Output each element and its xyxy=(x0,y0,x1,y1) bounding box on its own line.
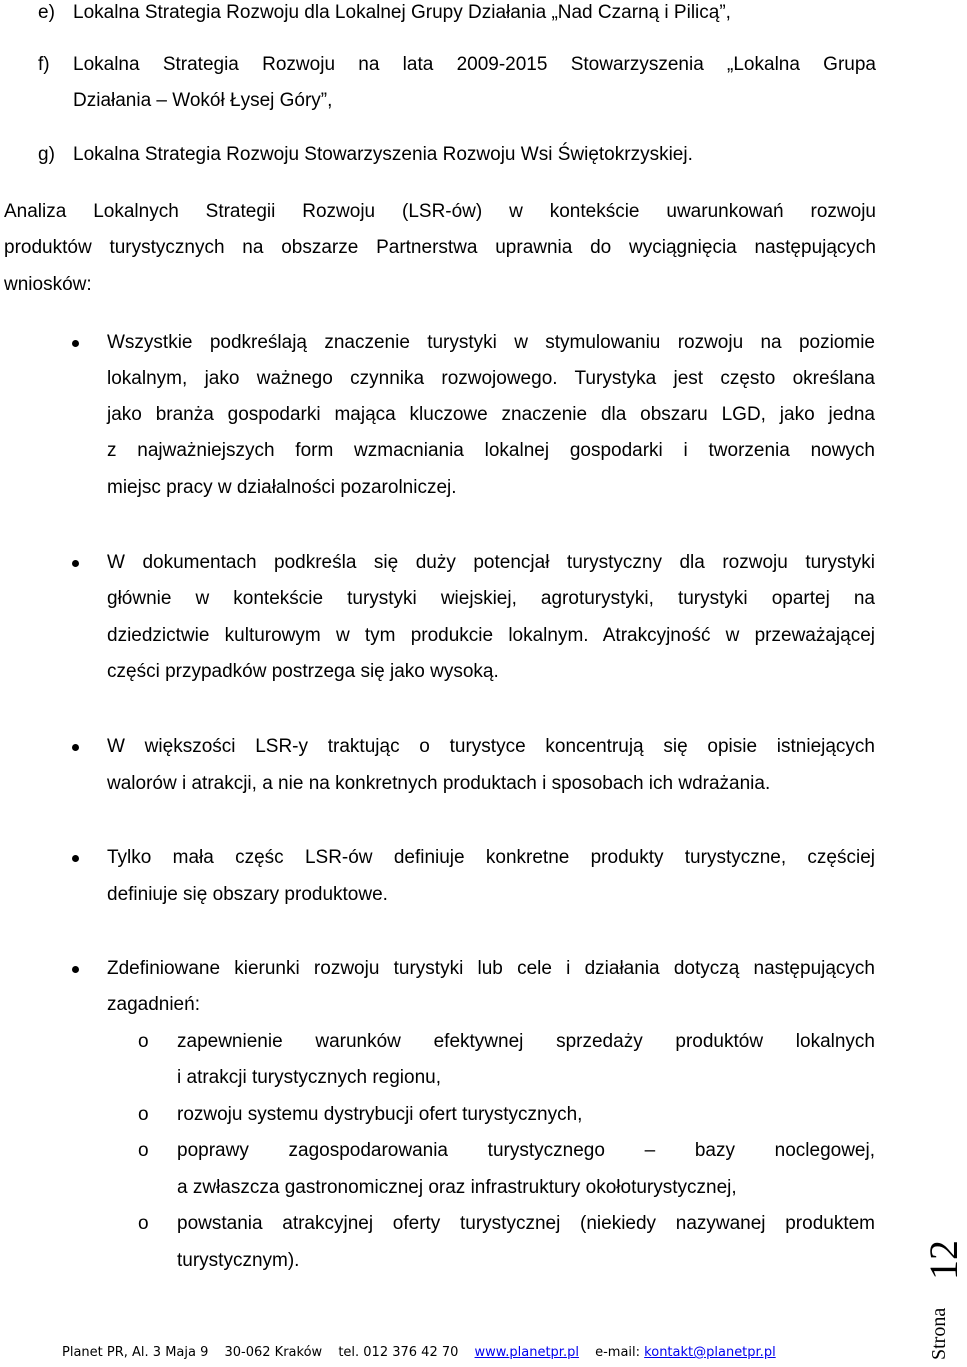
sub-list-marker: o xyxy=(138,1140,149,1161)
bullet-3-line-2: walorów i atrakcji, a nie na konkretnych produktach i sposobach ich wdrażania. xyxy=(107,773,771,794)
bullet-dot xyxy=(72,560,79,567)
bullet-2-line-2: głównie w kontekście turystyki wiejskiej, agroturystyki, turystyki opartej na xyxy=(107,588,875,609)
bullet-dot xyxy=(72,966,79,973)
bullet-1-line-5: miejsc pracy w działalności pozarolniczej. xyxy=(107,477,457,498)
sub-item-1-line-2: i atrakcji turystycznych regionu, xyxy=(177,1067,441,1088)
page-label: Strona xyxy=(928,1307,950,1360)
footer-email-label: e-mail: xyxy=(595,1345,641,1360)
bullet-4-line-1: Tylko mała częśc LSR-ów definiuje konkretne produkty turystyczne, częściej xyxy=(107,847,875,868)
page-number: 12 xyxy=(921,1240,966,1280)
sub-item-2-line-1: rozwoju systemu dystrybucji ofert turystycznych, xyxy=(177,1104,583,1125)
sub-item-3-line-2: a zwłaszcza gastronomicznej oraz infrastruktury okołoturystycznej, xyxy=(177,1177,737,1198)
intro-line-1: Analiza Lokalnych Strategii Rozwoju (LSR-ów) w kontekście uwarunkowań rozwoju xyxy=(4,201,876,222)
bullet-2-line-1: W dokumentach podkreśla się duży potencjał turystyczny dla rozwoju turystyki xyxy=(107,552,875,573)
list-marker-e: e) xyxy=(38,2,55,23)
bullet-1-line-3: jako branża gospodarki mająca kluczowe znaczenie dla obszaru LGD, jako jedna xyxy=(107,404,875,425)
list-item-f-line-1-text: Lokalna Strategia Rozwoju na lata 2009-2015 Stowarzyszenia „Lokalna Grupa xyxy=(73,54,876,75)
bullet-1-line-2: lokalnym, jako ważnego czynnika rozwojowego. Turystyka jest często określana xyxy=(107,368,875,389)
bullet-2-line-3: dziedzictwie kulturowym w tym produkcie lokalnym. Atrakcyjność w przeważającej xyxy=(107,625,875,646)
footer-tel: tel. 012 376 42 70 xyxy=(338,1345,459,1360)
sub-item-4-line-1: powstania atrakcyjnej oferty turystycznej (niekiedy nazywanej produktem xyxy=(177,1213,875,1234)
list-item-e-line-1: Lokalna Strategia Rozwoju dla Lokalnej Grupy Działania „Nad Czarną i Pilicą”, xyxy=(73,2,731,23)
page-number-block xyxy=(918,1230,966,1360)
sub-list-marker: o xyxy=(138,1213,149,1234)
bullet-dot xyxy=(72,855,79,862)
bullet-4-line-2: definiuje się obszary produktowe. xyxy=(107,884,388,905)
sub-item-4-line-2: turystycznym). xyxy=(177,1250,300,1271)
list-marker-g: g) xyxy=(38,144,55,165)
page-footer xyxy=(62,1346,776,1359)
list-item-f-line-2: Działania – Wokół Łysej Góry”, xyxy=(73,90,333,111)
list-item-g-line-1: Lokalna Strategia Rozwoju Stowarzyszenia Rozwoju Wsi Świętokrzyskiej. xyxy=(73,144,693,165)
bullet-5-line-2: zagadnień: xyxy=(107,994,200,1015)
intro-line-2: produktów turystycznych na obszarze Partnerstwa uprawnia do wyciągnięcia następujących xyxy=(4,237,876,258)
bullet-dot xyxy=(72,340,79,347)
bullet-dot xyxy=(72,744,79,751)
sub-list-marker: o xyxy=(138,1031,149,1052)
sub-item-1-line-1: zapewnienie warunków efektywnej sprzedaży produktów lokalnych xyxy=(177,1031,875,1052)
footer-address: 30-062 Kraków xyxy=(224,1345,323,1360)
bullet-1-line-4: z najważniejszych form wzmacniania lokalnej gospodarki i tworzenia nowych xyxy=(107,440,875,461)
bullet-2-line-4: części przypadków postrzega się jako wysoką. xyxy=(107,661,499,682)
footer-email-link[interactable]: kontakt@planetpr.pl xyxy=(644,1345,776,1360)
bullet-1-line-1: Wszystkie podkreślają znaczenie turystyki w stymulowaniu rozwoju na poziomie xyxy=(107,332,875,353)
sub-list-marker: o xyxy=(138,1104,149,1125)
footer-company: Planet PR, Al. 3 Maja 9 xyxy=(62,1345,209,1360)
intro-line-3: wniosków: xyxy=(4,274,92,295)
sub-item-3-line-1: poprawy zagospodarowania turystycznego – bazy noclegowej, xyxy=(177,1140,875,1161)
bullet-5-line-1: Zdefiniowane kierunki rozwoju turystyki lub cele i działania dotyczą następujących xyxy=(107,958,875,979)
list-marker-f: f) xyxy=(38,54,50,75)
footer-website-link[interactable]: www.planetpr.pl xyxy=(474,1345,579,1360)
bullet-3-line-1: W większości LSR-y traktując o turystyce koncentrują się opisie istniejących xyxy=(107,736,875,757)
list-item-f-line-1 xyxy=(73,55,876,74)
